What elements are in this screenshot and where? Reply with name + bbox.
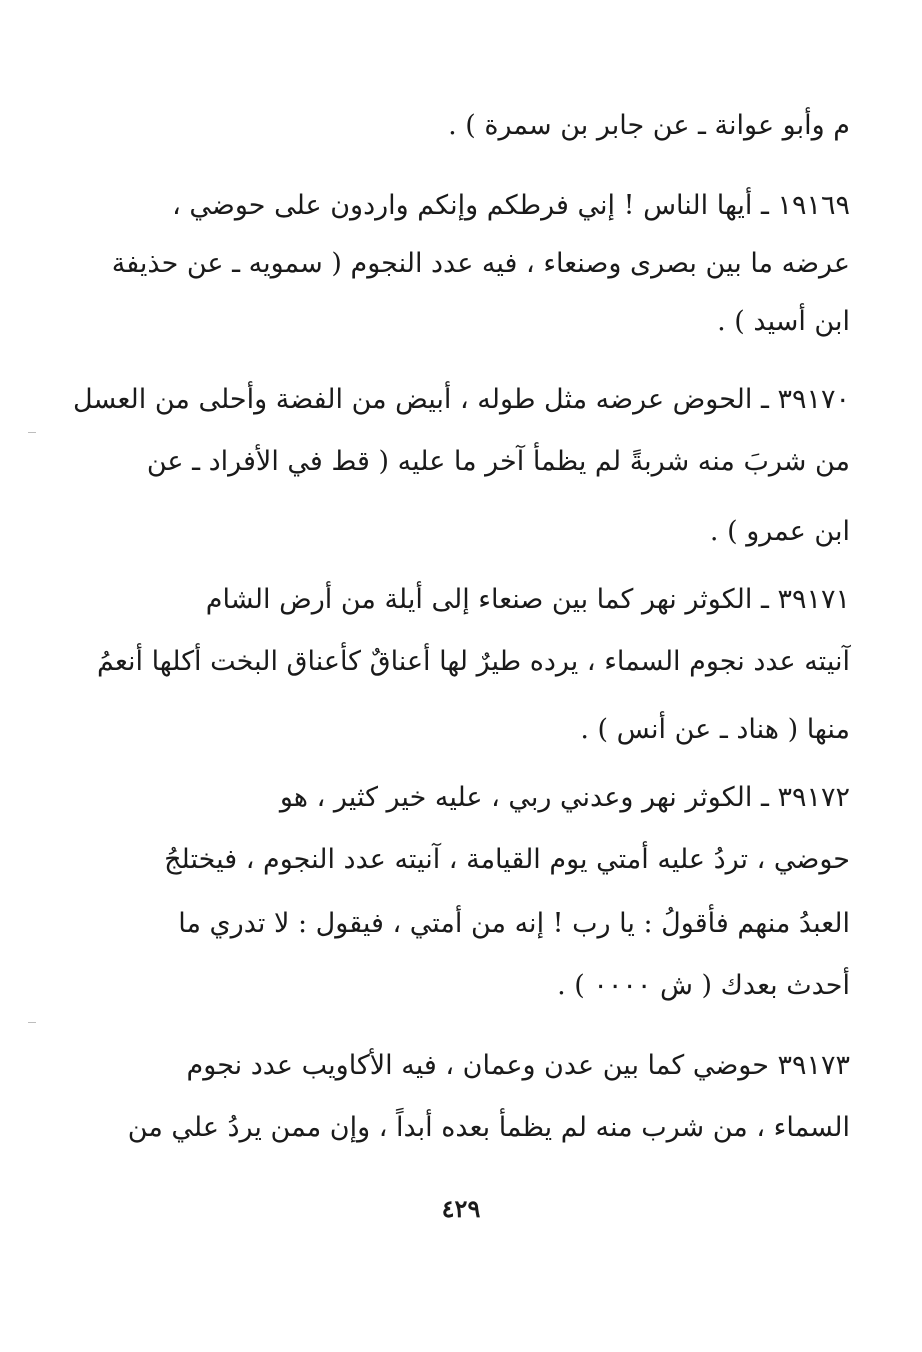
page-number: ٤٢٩ — [441, 1194, 481, 1223]
margin-mark — [28, 432, 36, 433]
text-line: ٣٩١٧٣ حوضي كما بين عدن وعمان ، فيه الأكاويب عدد نجوم — [186, 1050, 850, 1081]
text-line: آنيته عدد نجوم السماء ، يرده طيرٌ لها أعناقٌ كأعناق البخت أكلها أنعمُ — [96, 646, 850, 677]
margin-mark — [28, 1022, 36, 1023]
text-line: من شربَ منه شربةً لم يظمأ آخر ما عليه ( قط في الأفراد ـ عن — [146, 446, 850, 477]
text-line: م وأبو عوانة ـ عن جابر بن سمرة ) . — [448, 110, 850, 141]
text-line: ابن عمرو ) . — [709, 516, 850, 547]
text-line: العبدُ منهم فأقولُ : يا رب ! إنه من أمتي ، فيقول : لا تدري ما — [178, 908, 850, 939]
text-line: ١٩١٦٩ ـ أيها الناس ! إني فرطكم وإنكم واردون على حوضي ، — [172, 190, 850, 221]
text-line: ابن أسيد ) . — [717, 306, 850, 337]
text-line: ٣٩١٧١ ـ الكوثر نهر كما بين صنعاء إلى أيلة من أرض الشام — [205, 584, 850, 615]
text-line: عرضه ما بين بصرى وصنعاء ، فيه عدد النجوم ( سمويه ـ عن حذيفة — [111, 248, 850, 279]
text-line: ٣٩١٧٠ ـ الحوض عرضه مثل طوله ، أبيض من الفضة وأحلى من العسل — [73, 384, 850, 415]
text-line: حوضي ، تردُ عليه أمتي يوم القيامة ، آنيته عدد النجوم ، فيختلجُ — [164, 844, 850, 875]
text-line: منها ( هناد ـ عن أنس ) . — [580, 714, 850, 745]
text-line: السماء ، من شرب منه لم يظمأ بعده أبداً ، وإن ممن يردُ علي من — [127, 1112, 850, 1143]
text-line: أحدث بعدك ( ش ٠٠٠٠ ) . — [557, 970, 850, 1001]
text-line: ٣٩١٧٢ ـ الكوثر نهر وعدني ربي ، عليه خير كثير ، هو — [279, 782, 850, 813]
